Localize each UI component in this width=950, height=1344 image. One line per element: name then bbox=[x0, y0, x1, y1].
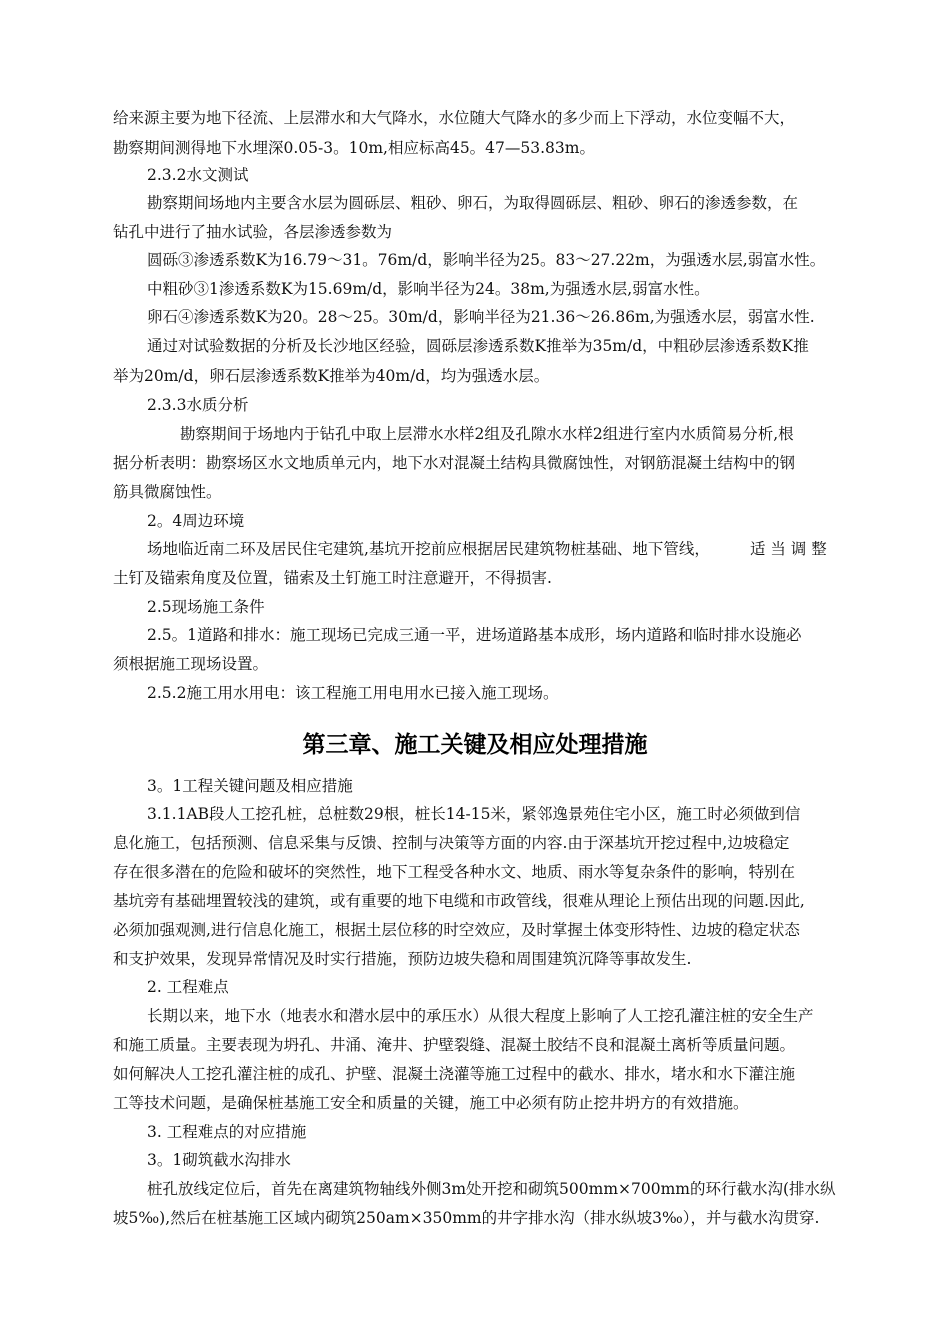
section-heading: 3。1砌筑截水沟排水 bbox=[147, 1151, 291, 1169]
section-heading: 3。1工程关键问题及相应措施 bbox=[147, 777, 353, 795]
text-line: 2.5。1道路和排水：施工现场已完成三通一平，进场道路基本成形，场内道路和临时排水设施必 bbox=[147, 626, 802, 644]
text-line: 桩孔放线定位后，首先在离建筑物轴线外侧3m处开挖和砌筑500mm×700mm的环行截水沟(排水纵 bbox=[147, 1180, 836, 1198]
text-line: 圆砾③渗透系数K为16.79～31。76m/d，影响半径为25。83～27.22m，为强透水层,弱富水性。 bbox=[147, 251, 826, 269]
section-heading: 2。4周边环境 bbox=[147, 512, 245, 530]
text-line: 钻孔中进行了抽水试验，各层渗透参数为 bbox=[113, 223, 393, 241]
text-line: 和施工质量。主要表现为坍孔、井涌、淹井、护壁裂缝、混凝土胶结不良和混凝土离析等质量问题。 bbox=[113, 1036, 796, 1054]
text-segment: 场地临近南二环及居民住宅建筑,基坑开挖前应根据居民建筑物桩基础、地下管线， bbox=[147, 540, 710, 558]
text-line: 如何解决人工挖孔灌注桩的成孔、护壁、混凝土浇灌等施工过程中的截水、排水，堵水和水下灌注施 bbox=[113, 1065, 796, 1083]
text-line: 中粗砂③1渗透系数K为15.69m/d，影响半径为24。38m,为强透水层,弱富水性。 bbox=[147, 280, 710, 298]
text-line: 勘察期间于场地内于钻孔中取上层滞水水样2组及孔隙水水样2组进行室内水质简易分析,根 bbox=[180, 425, 794, 443]
text-line bbox=[147, 537, 827, 559]
section-heading: 2.3.3水质分析 bbox=[147, 396, 249, 414]
section-heading: 2.3.2水文测试 bbox=[147, 166, 249, 184]
text-line: 息化施工，包括预测、信息采集与反馈、控制与决策等方面的内容.由于深基坑开挖过程中,边坡稳定 bbox=[113, 834, 790, 852]
text-segment: 适 当 调 整 bbox=[749, 540, 827, 558]
text-line: 须根据施工现场设置。 bbox=[113, 655, 269, 673]
text-line: 筋具微腐蚀性。 bbox=[113, 483, 222, 501]
text-line: 坡5‰),然后在桩基施工区域内砌筑250am×350mm的井字排水沟（排水纵坡3‰），并与截水沟贯穿. bbox=[113, 1209, 820, 1227]
text-line: 通过对试验数据的分析及长沙地区经验，圆砾层渗透系数K推举为35m/d，中粗砂层渗透系数K推 bbox=[147, 337, 809, 355]
text-line: 举为20m/d，卵石层渗透系数K推举为40m/d，均为强透水层。 bbox=[113, 367, 550, 385]
text-line: 给来源主要为地下径流、上层滞水和大气降水，水位随大气降水的多少而上下浮动，水位变幅不大， bbox=[113, 109, 796, 127]
chapter-title: 第三章、施工关键及相应处理措施 bbox=[302, 732, 648, 758]
text-line: 据分析表明：勘察场区水文地质单元内，地下水对混凝土结构具微腐蚀性，对钢筋混凝土结构中的钢 bbox=[113, 454, 796, 472]
text-line: 勘察期间测得地下水埋深0.05-3。10m,相应标高45。47—53.83m。 bbox=[113, 139, 595, 157]
section-heading: 2.5现场施工条件 bbox=[147, 598, 265, 616]
text-line: 和支护效果，发现异常情况及时实行措施，预防边坡失稳和周围建筑沉降等事故发生. bbox=[113, 950, 692, 968]
section-heading: 3. 工程难点的对应措施 bbox=[147, 1123, 307, 1141]
text-line: 卵石④渗透系数K为20。28～25。30m/d，影响半径为21.36～26.86m,为强透水层，弱富水性. bbox=[147, 308, 815, 326]
text-line: 长期以来，地下水（地表水和潜水层中的承压水）从很大程度上影响了人工挖孔灌注桩的安全生产 bbox=[147, 1007, 814, 1025]
text-line: 勘察期间场地内主要含水层为圆砾层、粗砂、卵石，为取得圆砾层、粗砂、卵石的渗透参数，在 bbox=[147, 194, 799, 212]
text-line: 2.5.2施工用水用电：该工程施工用电用水已接入施工现场。 bbox=[147, 684, 559, 702]
text-line: 工等技术问题，是确保桩基施工安全和质量的关键，施工中必须有防止挖井坍方的有效措施。 bbox=[113, 1094, 749, 1112]
text-line: 基坑旁有基础埋置较浅的建筑，或有重要的地下电缆和市政管线，很难从理论上预估出现的问题.因此, bbox=[113, 892, 805, 910]
text-line: 3.1.1AB段人工挖孔桩，总桩数29根，桩长14-15米，紧邻逸景苑住宅小区，施工时必须做到信 bbox=[147, 805, 801, 823]
section-heading: 2. 工程难点 bbox=[147, 978, 229, 996]
text-line: 土钉及锚索角度及位置，锚索及土钉施工时注意避开，不得损害. bbox=[113, 569, 552, 587]
text-line: 必须加强观测,进行信息化施工，根据土层位移的时空效应，及时掌握土体变形特性、边坡的稳定状态 bbox=[113, 921, 800, 939]
text-line: 存在很多潜在的危险和破坏的突然性，地下工程受各种水文、地质、雨水等复杂条件的影响，特别在 bbox=[113, 863, 796, 881]
